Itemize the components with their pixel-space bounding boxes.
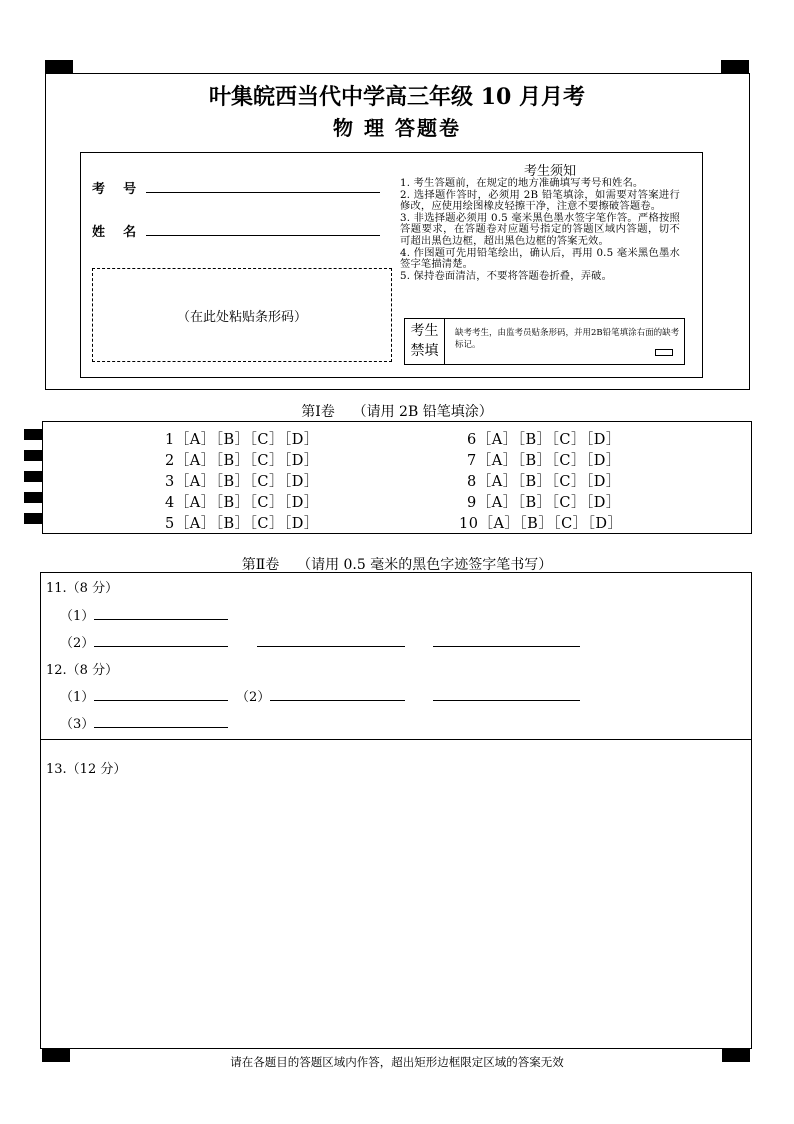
notice-item: 3. 非选择题必须用 0.5 毫米黑色墨水签字笔作答。严格按照答题要求，在答题卷对应题号指定的答题区域内答题，切不可超出黑色边框，超出黑色边框的答案无效。: [400, 211, 680, 247]
q11-12-frame: [40, 572, 752, 740]
timing-mark: [24, 429, 42, 440]
part2-title: 第Ⅱ卷 （请用 0.5 毫米的黑色字迹签字笔书写）: [241, 557, 553, 573]
absent-mark-box: [404, 318, 685, 365]
q11-part1-label: （1）: [60, 609, 95, 624]
q12-part1-answer[interactable]: [94, 700, 228, 701]
q11-part2-answer-a[interactable]: [94, 646, 228, 647]
footer-note: 请在各题目的答题区域内作答，超出矩形边框限定区域的答案无效: [230, 1055, 564, 1069]
name-field[interactable]: [146, 235, 380, 236]
absent-mark-checkbox[interactable]: [655, 349, 673, 356]
mc-row-8[interactable]: 8［A］［B］［C］［D］: [467, 474, 621, 490]
timing-mark: [24, 450, 42, 461]
timing-mark: [24, 513, 42, 524]
exam-no-label: 考 号: [92, 182, 137, 197]
mc-row-3[interactable]: 3［A］［B］［C］［D］: [165, 474, 319, 490]
absent-mark-label: 考生 禁填: [405, 319, 445, 364]
corner-mark-top-left: [45, 60, 73, 74]
timing-mark: [24, 492, 42, 503]
notice-item: 2. 选择题作答时，必须用 2B 铅笔填涂，如需要对答案进行修改，应使用绘图橡皮轻擦干净，注意不要擦破答题卷。: [400, 188, 680, 213]
q12-part2-answer-b[interactable]: [433, 700, 580, 701]
q12-label: 12.（8 分）: [46, 663, 119, 678]
mc-row-5[interactable]: 5［A］［B］［C］［D］: [165, 516, 319, 532]
mc-row-1[interactable]: 1［A］［B］［C］［D］: [165, 432, 319, 448]
mc-row-9[interactable]: 9［A］［B］［C］［D］: [467, 495, 621, 511]
mc-row-4[interactable]: 4［A］［B］［C］［D］: [165, 495, 319, 511]
q13-answer-area[interactable]: [41, 780, 751, 1048]
part1-frame: [42, 421, 752, 534]
q11-part1-answer[interactable]: [94, 619, 228, 620]
mc-row-10[interactable]: 10［A］［B］［C］［D］: [459, 516, 623, 532]
notice-list: [400, 178, 680, 282]
q12-part1-label: （1）: [60, 690, 95, 705]
exam-title: 叶集皖西当代中学高三年级 10 月月考: [209, 84, 585, 110]
timing-mark: [24, 471, 42, 482]
corner-mark-top-right: [721, 60, 749, 74]
barcode-area: [92, 268, 392, 362]
q12-part2-answer-a[interactable]: [270, 700, 405, 701]
notice-item: 5. 保持卷面清洁，不要将答题卷折叠，弄破。: [400, 269, 613, 282]
q12-part2-label: （2）: [236, 690, 271, 705]
notice-title: 考生须知: [523, 164, 576, 179]
q11-part2-answer-c[interactable]: [433, 646, 580, 647]
q11-label: 11.（8 分）: [46, 581, 119, 596]
name-label: 姓 名: [92, 225, 137, 240]
exam-subtitle: 物 理 答题卷: [333, 116, 461, 140]
notice-item: 1. 考生答题前，在规定的地方准确填写考号和姓名。: [400, 177, 644, 189]
q12-part3-answer[interactable]: [94, 727, 228, 728]
q11-part2-label: （2）: [60, 636, 95, 651]
absent-mark-instructions: 缺考考生，由监考员贴条形码，并用2B铅笔填涂右面的缺考标记。: [455, 328, 680, 350]
q11-part2-answer-b[interactable]: [257, 646, 405, 647]
exam-no-field[interactable]: [146, 192, 380, 193]
mc-row-7[interactable]: 7［A］［B］［C］［D］: [467, 453, 621, 469]
q13-label: 13.（12 分）: [46, 762, 127, 777]
barcode-hint: （在此处粘贴条形码）: [176, 309, 307, 325]
q12-part3-label: （3）: [60, 717, 95, 732]
mc-row-2[interactable]: 2［A］［B］［C］［D］: [165, 453, 319, 469]
mc-row-6[interactable]: 6［A］［B］［C］［D］: [467, 432, 621, 448]
notice-item: 4. 作图题可先用铅笔绘出，确认后，再用 0.5 毫米黑色墨水签字笔描清楚。: [400, 246, 680, 271]
part1-title: 第Ⅰ卷 （请用 2B 铅笔填涂）: [301, 404, 493, 420]
